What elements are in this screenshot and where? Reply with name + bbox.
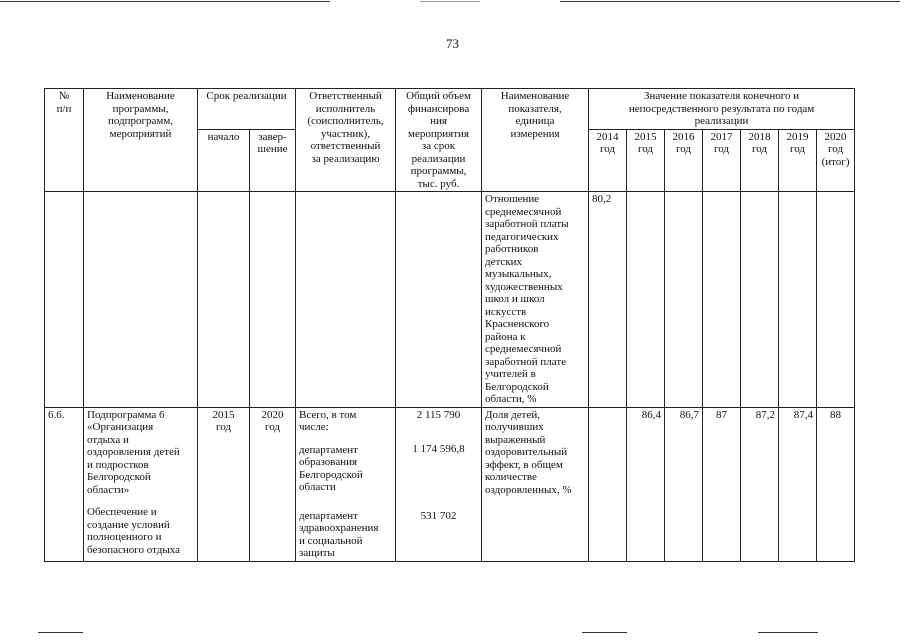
row1-value-2016 — [665, 192, 703, 408]
row2-start: 2015 год — [198, 407, 250, 561]
row1-value-2014: 80,2 — [589, 192, 627, 408]
header-num: № п/п — [45, 89, 84, 192]
header-year-2018: 2018 год — [741, 129, 779, 192]
row1-indicator: Отношение среднемесячной заработной платы педагогических работников детских музыкальных, художественных школ и школ искусств Красненского района к среднемесячной заработной плате учителей в Белгородской области, % — [482, 192, 589, 408]
row2-indicator: Доля детей, получивших выраженный оздоровительный эффект, в общем количестве оздоровленных, % — [482, 407, 589, 561]
table-row — [45, 407, 855, 561]
row1-value-2020 — [817, 192, 855, 408]
scan-artifact-bottom — [0, 632, 905, 634]
header-year-2017: 2017 год — [703, 129, 741, 192]
row2-responsible3: департамент здравоохранения и социальной защиты — [299, 509, 379, 559]
header-values-title: Значение показателя конечного и непосредственного результата по годам реализации — [589, 89, 855, 130]
header-year-2020: 2020 год (итог) — [817, 129, 855, 192]
header-responsible: Ответственный исполнитель (соисполнитель, участник), ответственный за реализацию — [296, 89, 396, 192]
row2-funding3: 531 702 — [420, 509, 457, 522]
header-year-2014: 2014 год — [589, 129, 627, 192]
row1-value-2019 — [779, 192, 817, 408]
row2-value-2016: 86,7 — [665, 407, 703, 561]
row2-value-2019: 87,4 — [779, 407, 817, 561]
program-table — [44, 88, 855, 562]
page-number: 73 — [446, 36, 459, 51]
header-indicator: Наименование показателя, единица измерения — [482, 89, 589, 192]
row2-value-2014 — [589, 407, 627, 561]
header-start: начало — [198, 129, 250, 192]
row2-funding: 2 115 790 1 174 596,8 531 702 — [396, 407, 482, 561]
row1-value-2015 — [627, 192, 665, 408]
row2-responsible: Всего, в том числе: департамент образования Белгородской области департамент здравоохранения и социальной защиты — [296, 407, 396, 561]
row2-name: Подпрограмма 6 «Организация отдыха и оздоровления детей и подростков Белгородской области» Обеспечение и создание условий полноценного и безопасного отдыха — [84, 407, 198, 561]
header-term: Срок реализации — [198, 89, 296, 130]
row2-value-2015: 86,4 — [627, 407, 665, 561]
row2-end: 2020 год — [250, 407, 296, 561]
row1-value-2017 — [703, 192, 741, 408]
row1-value-2018 — [741, 192, 779, 408]
header-year-2015: 2015 год — [627, 129, 665, 192]
row2-num: 6.6. — [45, 407, 84, 561]
row2-value-2018: 87,2 — [741, 407, 779, 561]
row2-funding2: 1 174 596,8 — [412, 443, 465, 455]
header-year-2019: 2019 год — [779, 129, 817, 192]
header-name: Наименование программы, подпрограмм, мероприятий — [84, 89, 198, 192]
header-end: завер- шение — [250, 129, 296, 192]
header-year-2016: 2016 год — [665, 129, 703, 192]
row2-responsible2: департамент образования Белгородской области — [299, 443, 363, 493]
row2-value-2017: 87 — [703, 407, 741, 561]
header-funding: Общий объем финансирова ния мероприятия за срок реализации программы, тыс. руб. — [396, 89, 482, 192]
scan-artifact-top — [0, 0, 905, 3]
row2-value-2020: 88 — [817, 407, 855, 561]
table-row — [45, 192, 855, 408]
row2-name2: Обеспечение и создание условий полноценного и безопасного отдыха — [87, 506, 181, 556]
